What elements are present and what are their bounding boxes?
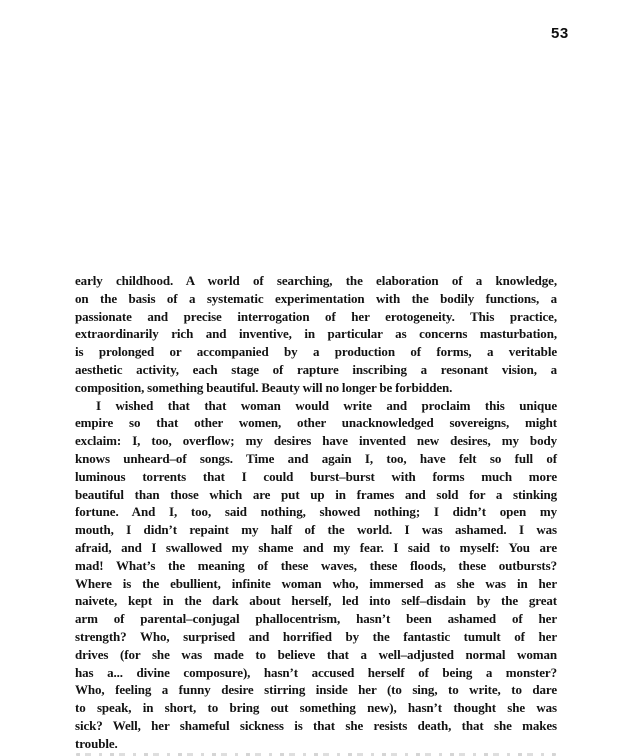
- text-line: beautiful than those which are put up in frames and sold for a stinking: [75, 486, 557, 502]
- text-line: trouble.: [75, 735, 118, 751]
- text-line: to speak, in short, to bring out something new), hasn’t thought she was: [75, 700, 557, 716]
- text-line: empire so that other women, other unacknowledged sovereigns, might: [75, 415, 557, 431]
- text-line: knows unheard–of songs. Time and again I, too, have felt so full of: [75, 450, 557, 466]
- text-block: [75, 272, 557, 753]
- text-line: luminous torrents that I could burst–burst with forms much more: [75, 468, 557, 484]
- text-line: has a... divine composure), hasn’t accused herself of being a monster?: [75, 664, 557, 680]
- text-line: I wished that that woman would write and proclaim this unique: [96, 397, 557, 413]
- text-line: fortune. And I, too, said nothing, showed nothing; I didn’t open my: [75, 504, 557, 520]
- text-line: strength? Who, surprised and horrified by the fantastic tumult of her: [75, 628, 557, 644]
- text-line: arm of parental–conjugal phallocentrism, hasn’t been ashamed of her: [75, 611, 557, 627]
- text-line: composition, something beautiful. Beauty will no longer be forbidden.: [75, 379, 453, 395]
- text-line: Who, feeling a funny desire stirring inside her (to sing, to write, to dare: [75, 682, 557, 698]
- text-line: drives (for she was made to believe that a well–adjusted normal woman: [75, 646, 557, 662]
- text-line: exclaim: I, too, overflow; my desires have invented new desires, my body: [75, 433, 557, 449]
- text-line: extraordinarily rich and inventive, in particular as concerns masturbation,: [75, 326, 557, 342]
- text-line: sick? Well, her shameful sickness is that she resists death, that she makes: [75, 717, 557, 733]
- text-line: is prolonged or accompanied by a production of forms, a veritable: [75, 344, 557, 360]
- text-line: naivete, kept in the dark about herself, led into self–disdain by the great: [75, 593, 557, 609]
- text-line: mad! What’s the meaning of these waves, these floods, these outbursts?: [75, 557, 557, 573]
- text-line: afraid, and I swallowed my shame and my fear. I said to myself: You are: [75, 539, 557, 555]
- text-line: mouth, I didn’t repaint my half of the world. I was ashamed. I was: [75, 522, 557, 538]
- text-line: aesthetic activity, each stage of rapture inscribing a resonant vision, a: [75, 361, 557, 377]
- page-number: 53: [551, 25, 569, 42]
- text-line: early childhood. A world of searching, the elaboration of a knowledge,: [75, 273, 557, 288]
- text-line: on the basis of a systematic experimentation with the bodily functions, a: [75, 290, 557, 306]
- text-line: passionate and precise interrogation of her erotogeneity. This practice,: [75, 308, 557, 324]
- text-line: Where is the ebullient, infinite woman who, immersed as she was in her: [75, 575, 557, 591]
